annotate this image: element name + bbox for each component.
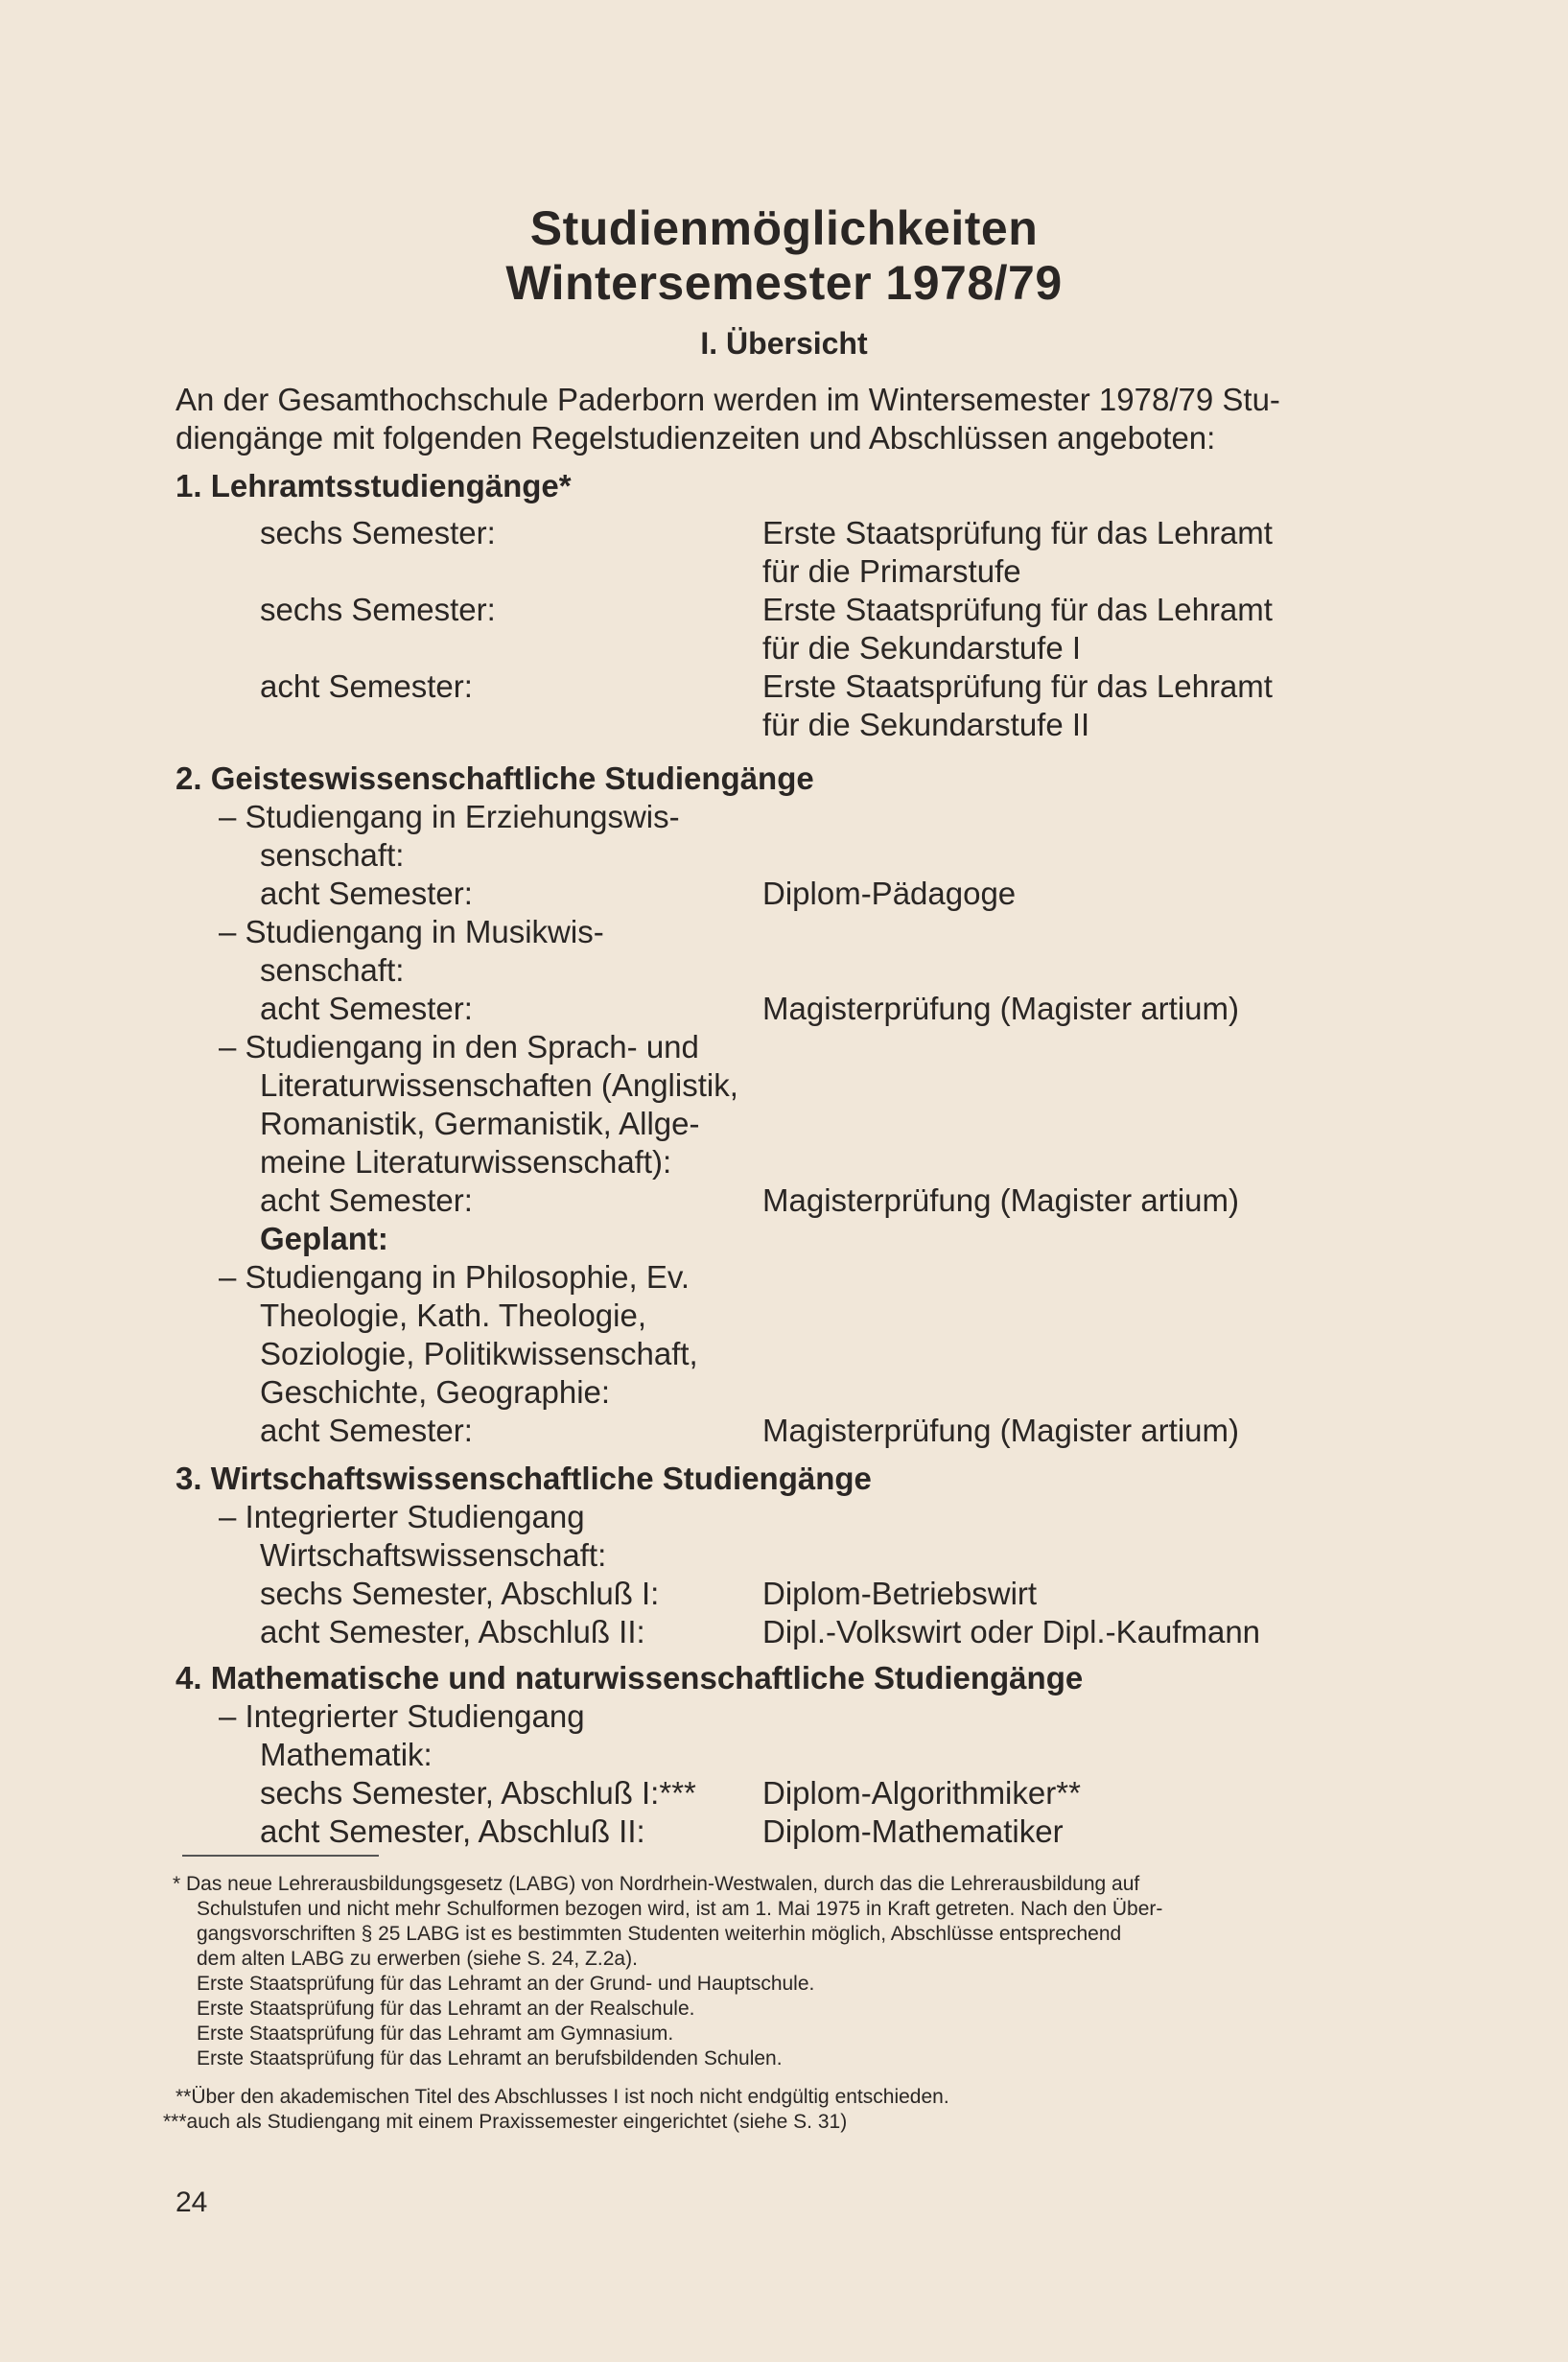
s1-row-1-duration: sechs Semester: [260,515,496,550]
s1-row-2-degree: Erste Staatsprüfung für das Lehramt [762,592,1273,627]
section-4-heading: 4. Mathematische und naturwissenschaftliche Studiengänge [176,1660,1084,1695]
s1-row-3-duration: acht Semester: [260,668,473,704]
s1-row-1-degree-cont: für die Primarstufe [762,553,1021,589]
footnote-double-star: **Über den akademischen Titel des Abschlusses I ist noch nicht endgültig entschieden. [176,2086,949,2108]
s2-item-3-duration: acht Semester: [260,1182,473,1218]
section-1-heading: 1. Lehramtsstudiengänge* [176,468,572,503]
page-number: 24 [176,2187,208,2218]
footnote-star-line-5: Erste Staatsprüfung für das Lehramt an der Grund- und Hauptschule. [197,1973,815,1995]
footnote-star-line-1: * Das neue Lehrerausbildungsgesetz (LABG) von Nordrhein-Westwalen, durch das die Lehrerausbildung auf [173,1873,1140,1895]
s2-item-1-duration: acht Semester: [260,876,473,911]
s3-line-2: Wirtschaftswissenschaft: [260,1537,607,1573]
s4-row-2-duration: acht Semester, Abschluß II: [260,1813,645,1849]
s2-item-2-line-2: senschaft: [260,952,405,988]
footnote-star-line-8: Erste Staatsprüfung für das Lehramt an berufsbildenden Schulen. [197,2047,783,2070]
section-2-heading: 2. Geisteswissenschaftliche Studiengänge [176,760,814,796]
s3-row-2-degree: Dipl.-Volkswirt oder Dipl.-Kaufmann [762,1614,1261,1649]
footnote-star-line-2: Schulstufen und nicht mehr Schulformen bezogen wird, ist am 1. Mai 1975 in Kraft getreten. Nach den Über- [197,1898,1163,1920]
footnote-star-line-3: gangsvorschriften § 25 LABG ist es bestimmten Studenten weiterhin möglich, Abschlüsse entsprechend [197,1923,1122,1945]
s2-item-3-line-3: Romanistik, Germanistik, Allge- [260,1106,700,1141]
s1-row-2-duration: sechs Semester: [260,592,496,627]
footnote-divider [182,1855,379,1857]
s1-row-1-degree: Erste Staatsprüfung für das Lehramt [762,515,1273,550]
page-title-line-1: Studienmöglichkeiten [529,201,1039,255]
section-subtitle: I. Übersicht [700,326,868,361]
s3-row-1-degree: Diplom-Betriebswirt [762,1576,1038,1611]
s2-item-2-degree: Magisterprüfung (Magister artium) [762,991,1239,1026]
footnote-star-line-4: dem alten LABG zu erwerben (siehe S. 24, Z.2a). [197,1948,638,1970]
s4-row-1-duration: sechs Semester, Abschluß I:*** [260,1775,696,1811]
s1-row-2-degree-cont: für die Sekundarstufe I [762,630,1082,666]
s2-planned-line-3: Soziologie, Politikwissenschaft, [260,1336,698,1371]
s2-planned-label: Geplant: [260,1221,388,1256]
s2-item-1-line-1: – Studiengang in Erziehungswis- [219,799,680,834]
s1-row-3-degree-cont: für die Sekundarstufe II [762,707,1090,742]
s4-line-2: Mathematik: [260,1737,433,1772]
s4-row-1-degree: Diplom-Algorithmiker** [762,1775,1081,1811]
page-title-line-2: Wintersemester 1978/79 [505,256,1063,310]
s2-item-3-line-2: Literaturwissenschaften (Anglistik, [260,1067,738,1103]
footnote-triple-star: ***auch als Studiengang mit einem Praxissemester eingerichtet (siehe S. 31) [163,2111,848,2133]
s2-planned-line-1: – Studiengang in Philosophie, Ev. [219,1259,690,1295]
s2-item-3-degree: Magisterprüfung (Magister artium) [762,1182,1239,1218]
s2-item-3-line-1: – Studiengang in den Sprach- und [219,1029,699,1064]
s3-row-1-duration: sechs Semester, Abschluß I: [260,1576,660,1611]
s2-planned-degree: Magisterprüfung (Magister artium) [762,1413,1239,1448]
s2-item-2-duration: acht Semester: [260,991,473,1026]
s2-planned-line-4: Geschichte, Geographie: [260,1374,611,1410]
s1-row-3-degree: Erste Staatsprüfung für das Lehramt [762,668,1273,704]
intro-line-1: An der Gesamthochschule Paderborn werden im Wintersemester 1978/79 Stu- [176,382,1280,417]
s4-row-2-degree: Diplom-Mathematiker [762,1813,1064,1849]
s2-item-1-line-2: senschaft: [260,837,405,873]
s2-planned-line-2: Theologie, Kath. Theologie, [260,1298,647,1333]
s4-line-1: – Integrierter Studiengang [219,1698,585,1734]
footnote-star-line-6: Erste Staatsprüfung für das Lehramt an der Realschule. [197,1998,695,2020]
s3-line-1: – Integrierter Studiengang [219,1499,585,1534]
s2-item-3-line-4: meine Literaturwissenschaft): [260,1144,672,1180]
s2-item-1-degree: Diplom-Pädagoge [762,876,1017,911]
s3-row-2-duration: acht Semester, Abschluß II: [260,1614,645,1649]
s2-item-2-line-1: – Studiengang in Musikwis- [219,914,604,949]
section-3-heading: 3. Wirtschaftswissenschaftliche Studiengänge [176,1461,872,1496]
s2-planned-duration: acht Semester: [260,1413,473,1448]
footnote-star-line-7: Erste Staatsprüfung für das Lehramt am Gymnasium. [197,2023,674,2045]
intro-line-2: diengänge mit folgenden Regelstudienzeiten und Abschlüssen angeboten: [176,420,1216,456]
